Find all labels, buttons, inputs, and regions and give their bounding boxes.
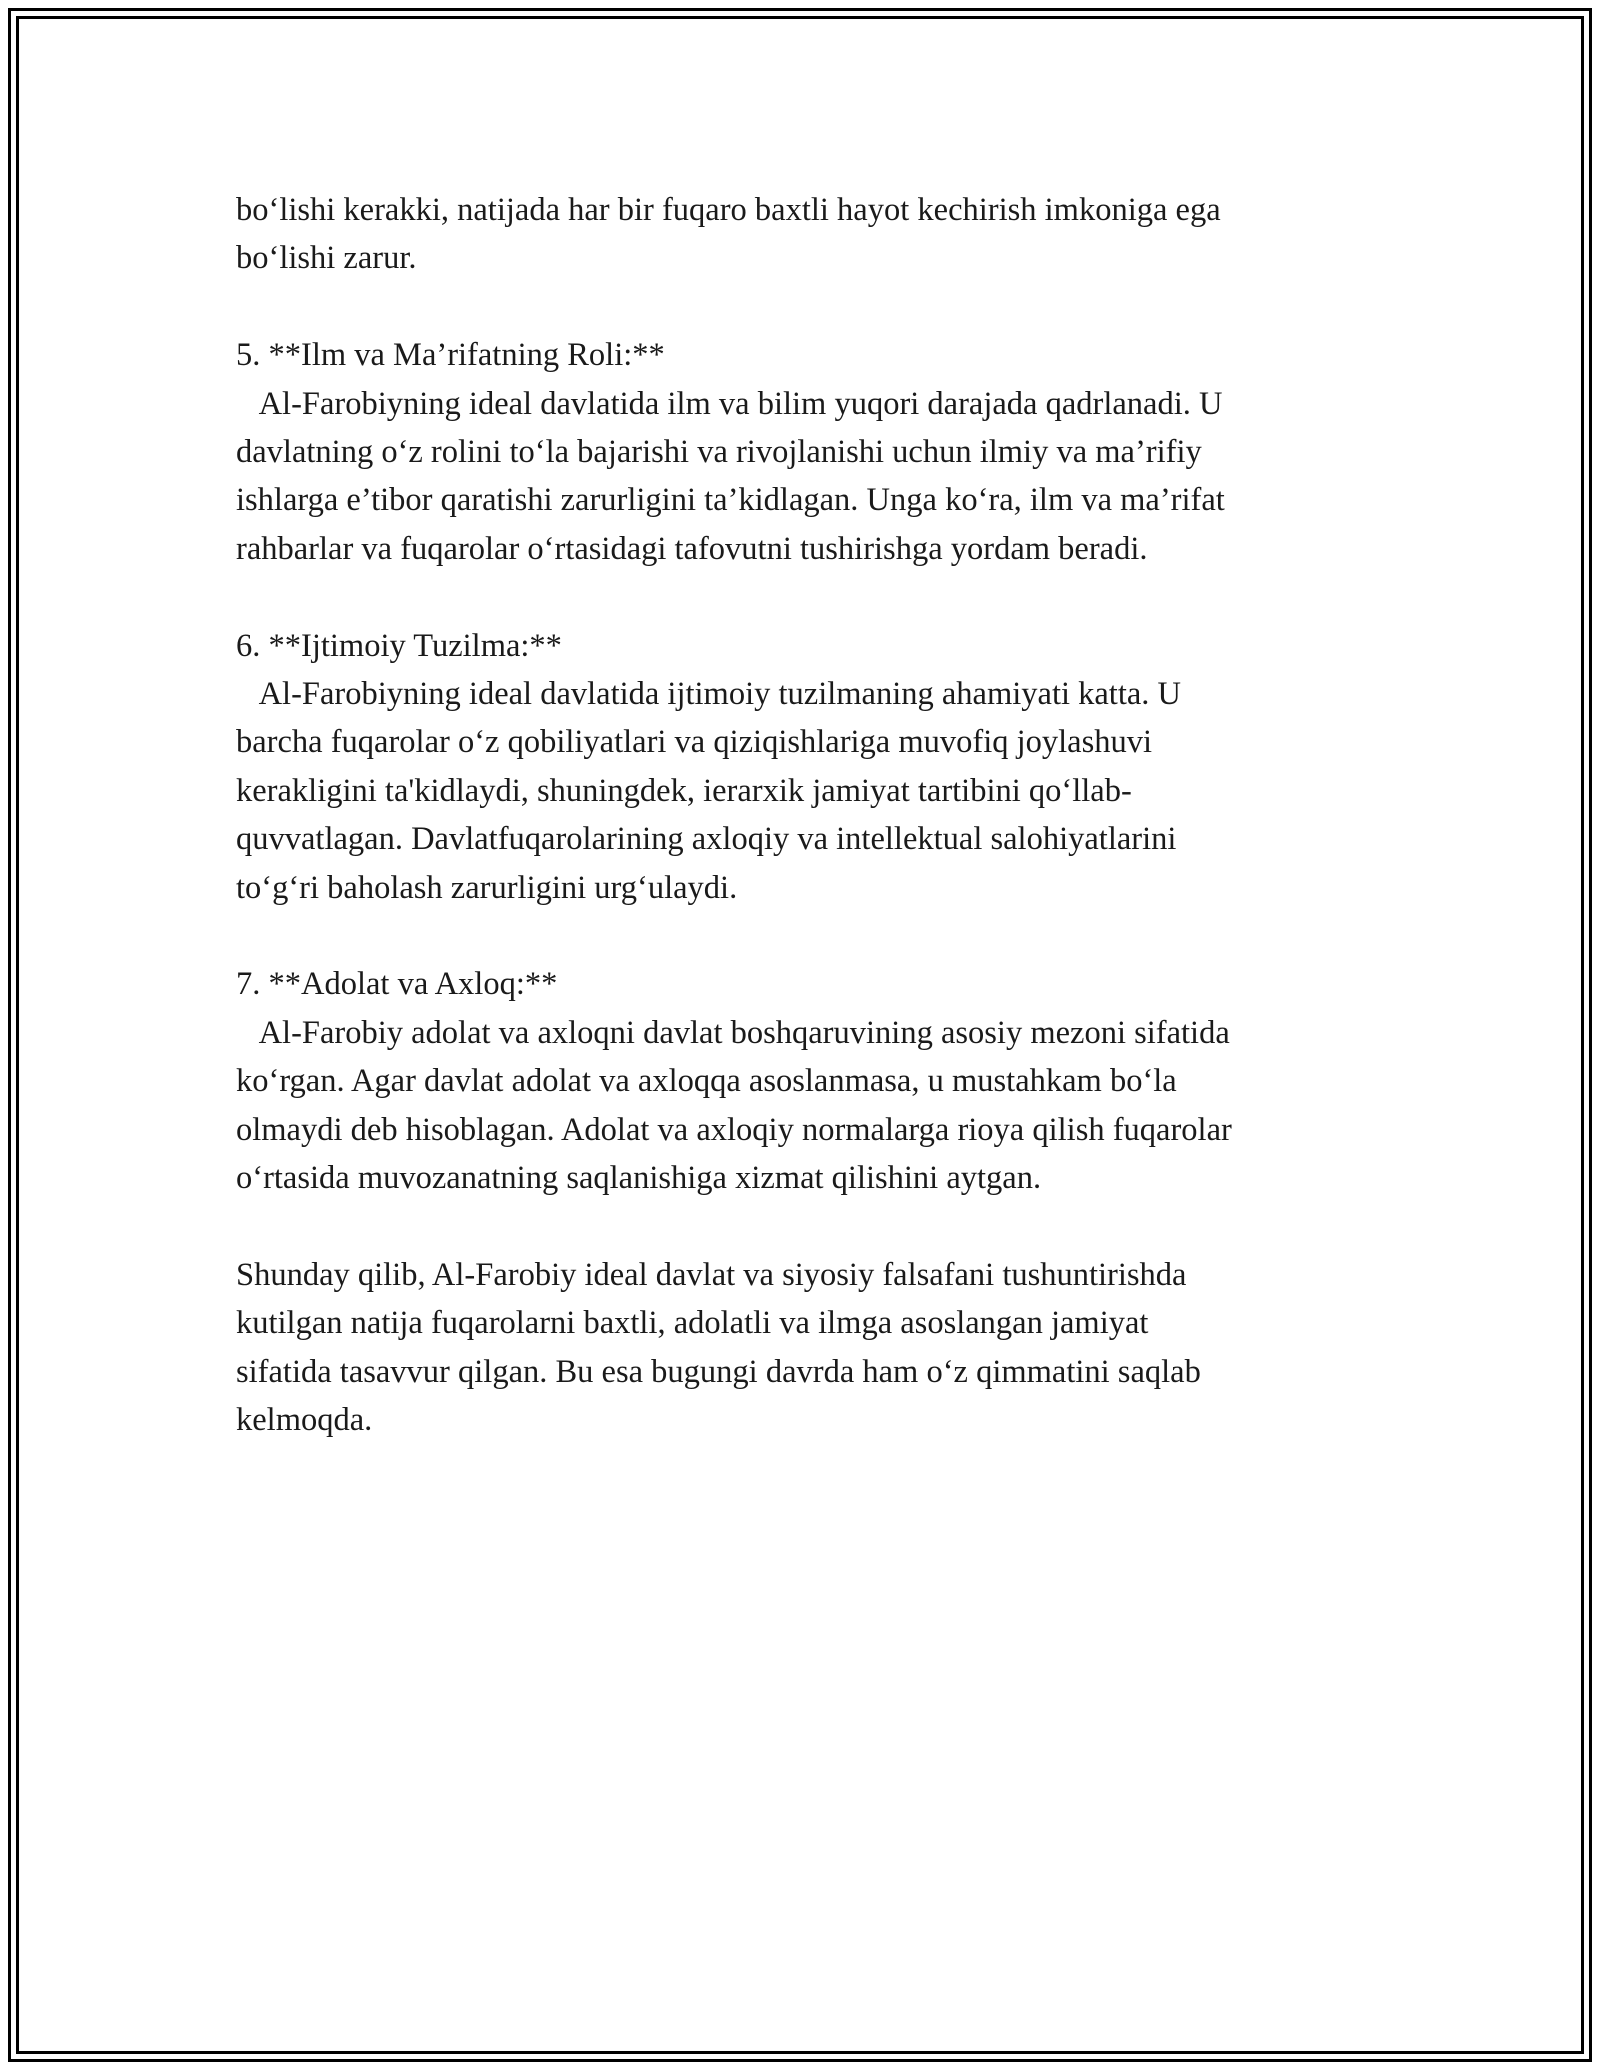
text-line: o‘rtasida muvozanatning saqlanishiga xizmat qilishini aytgan. — [236, 1160, 1042, 1197]
text-line: barcha fuqarolar o‘z qobiliyatlari va qiziqishlariga muvofiq joylashuvi — [236, 724, 1153, 761]
text-line: davlatning o‘z rolini to‘la bajarishi va rivojlanishi uchun ilmiy va ma’rifiy — [236, 434, 1202, 471]
text-line: rahbarlar va fuqarolar o‘rtasidagi tafovutni tushirishga yordam beradi. — [236, 530, 1148, 567]
section-6 — [236, 622, 1376, 912]
text-line: bo‘lishi kerakki, natijada har bir fuqaro baxtli hayot kechirish imkoniga ega — [236, 192, 1221, 228]
intro-paragraph — [236, 186, 1376, 283]
text-line: to‘g‘ri baholash zarurligini urg‘ulaydi. — [236, 869, 738, 906]
conclusion-paragraph — [236, 1251, 1376, 1445]
document-body — [236, 186, 1376, 1445]
section-heading: 6. **Ijtimoiy Tuzilma:** — [236, 627, 562, 664]
section-7 — [236, 960, 1376, 1202]
text-line: kutilgan natija fuqarolarni baxtli, adolatli va ilmga asoslangan jamiyat — [236, 1305, 1149, 1342]
paragraph-gap — [236, 912, 1376, 960]
paragraph-gap — [236, 1202, 1376, 1250]
section-heading: 7. **Adolat va Axloq:** — [236, 966, 558, 1003]
section-5 — [236, 331, 1376, 573]
text-line: olmaydi deb hisoblagan. Adolat va axloqiy normalarga rioya qilish fuqarolar — [236, 1111, 1232, 1148]
text-line: sifatida tasavvur qilgan. Bu esa bugungi davrda ham o‘z qimmatini saqlab — [236, 1353, 1201, 1390]
text-line: kelmoqda. — [236, 1402, 373, 1439]
section-heading: 5. **Ilm va Ma’rifatning Roli:** — [236, 337, 665, 374]
text-line: ko‘rgan. Agar davlat adolat va axloqqa asoslanmasa, u mustahkam bo‘la — [236, 1063, 1177, 1100]
text-line: kerakligini ta'kidlaydi, shuningdek, ierarxik jamiyat tartibini qo‘llab- — [236, 772, 1132, 809]
text-line: Shunday qilib, Al-Farobiy ideal davlat va siyosiy falsafani tushuntirishda — [236, 1256, 1187, 1293]
text-line: Al-Farobiyning ideal davlatida ilm va bilim yuqori darajada qadrlanadi. U — [236, 385, 1223, 422]
text-line: bo‘lishi zarur. — [236, 240, 417, 277]
paragraph-gap — [236, 283, 1376, 331]
text-line: Al-Farobiyning ideal davlatida ijtimoiy tuzilmaning ahamiyati katta. U — [236, 676, 1182, 713]
text-line: Al-Farobiy adolat va axloqni davlat boshqaruvining asosiy mezoni sifatida — [236, 1014, 1230, 1051]
text-line: quvvatlagan. Davlatfuqarolarining axloqiy va intellektual salohiyatlarini — [236, 821, 1177, 858]
text-line: ishlarga e’tibor qaratishi zarurligini ta’kidlagan. Unga ko‘ra, ilm va ma’rifat — [236, 482, 1225, 519]
paragraph-gap — [236, 573, 1376, 621]
